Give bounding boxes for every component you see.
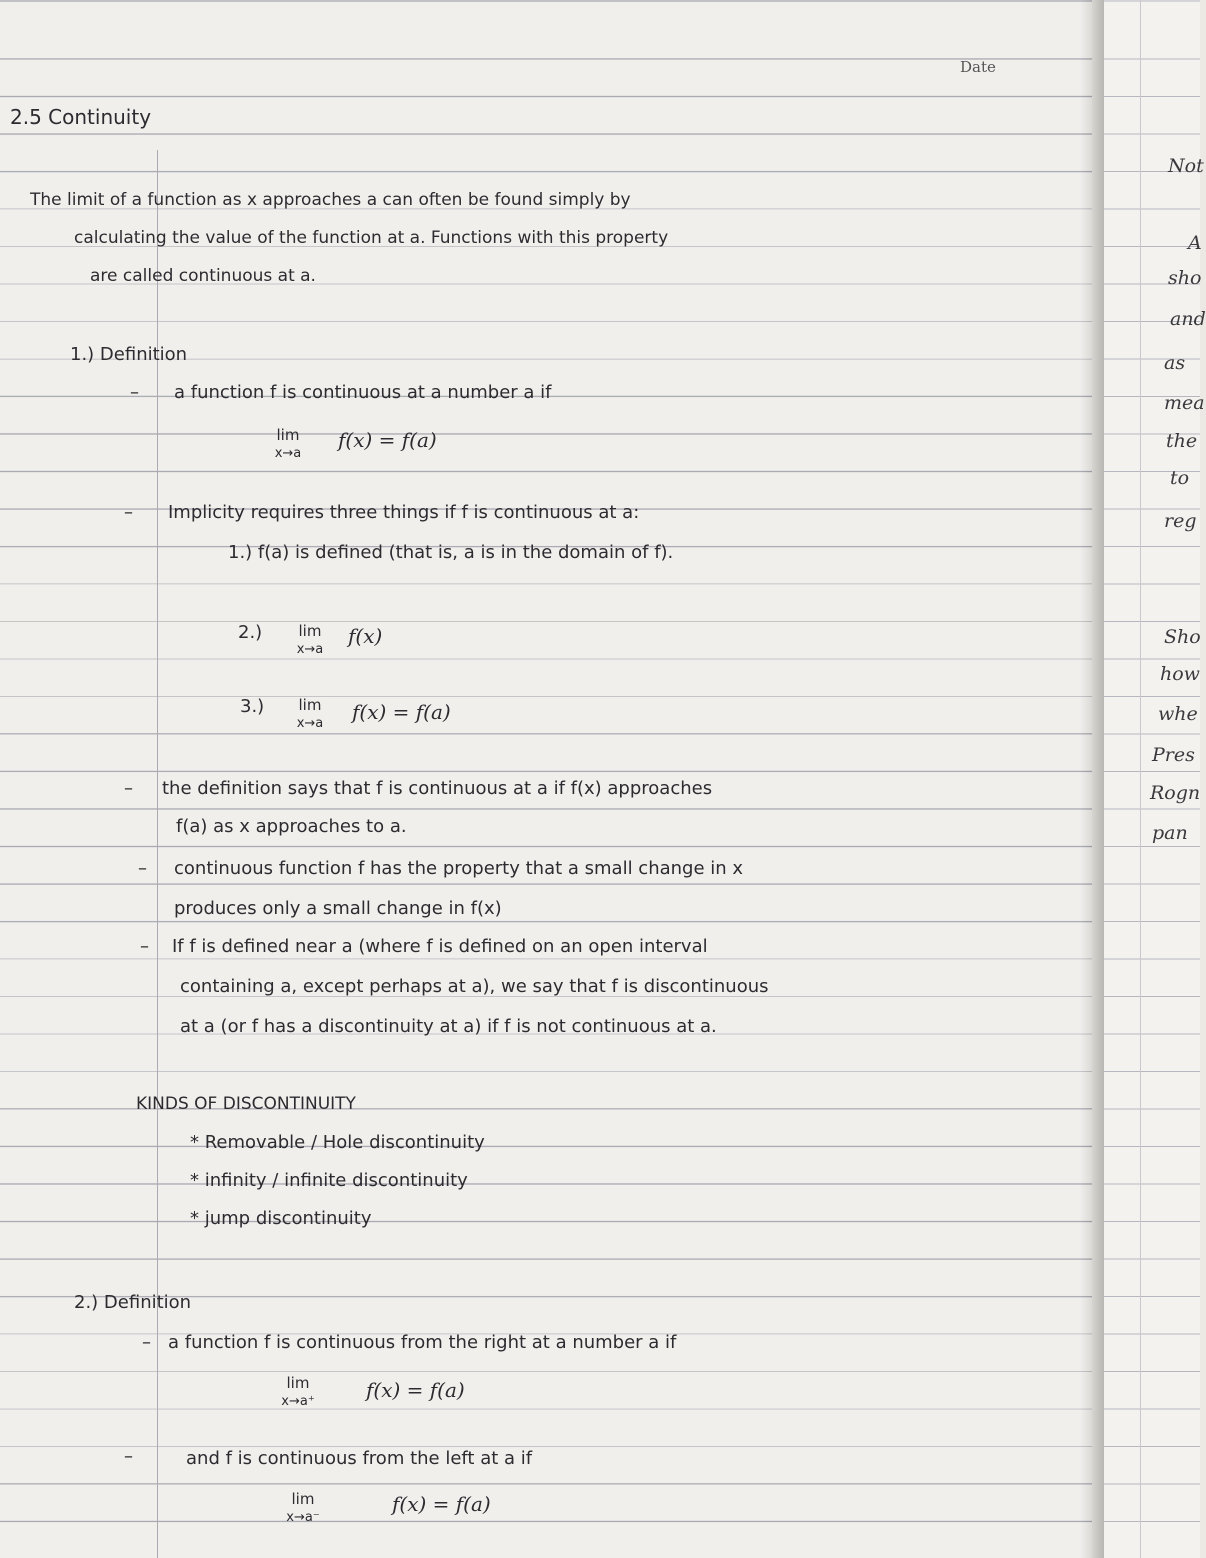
requirements-intro: Implicity requires three things if f is continuous at a: [168,502,640,523]
adjacent-page-fragment: Pres [1152,744,1195,766]
limit-notation [268,1374,328,1409]
limit-expression: f(x) = f(a) [366,1378,465,1402]
limit-word: lim [298,622,322,640]
limit-expression: f(x) = f(a) [392,1492,491,1516]
limit-notation [282,622,338,657]
adjacent-page-fragment: A [1188,232,1202,254]
limit-subscript: x→a [296,642,324,657]
adjacent-page-fragment: sho [1168,267,1202,289]
limit-subscript: x→a [296,716,324,731]
page-title: 2.5 Continuity [10,105,152,129]
section-heading: 2.) Definition [74,1292,192,1313]
discontinuity-definition: at a (or f has a discontinuity at a) if f is not continuous at a. [180,1016,717,1037]
intro-line: The limit of a function as x approaches a can often be found simply by [30,190,631,210]
bullet-dash: – [142,1332,151,1353]
adjacent-page-margin [1140,0,1141,1558]
adjacent-page [1104,0,1206,1558]
limit-subscript: x→a⁺ [281,1394,315,1409]
limit-expression: f(x) = f(a) [352,700,451,724]
intro-line: are called continuous at a. [90,266,316,286]
intro-line: calculating the value of the function at a. Functions with this property [74,228,669,248]
discontinuity-definition: If f is defined near a (where f is defined on an open interval [172,936,708,957]
left-continuity-definition: and f is continuous from the left at a if [186,1448,533,1469]
kind-item: * jump discontinuity [190,1208,372,1229]
limit-notation [268,1490,338,1525]
right-continuity-definition: a function f is continuous from the right at a number a if [168,1332,677,1353]
limit-notation [282,696,338,731]
adjacent-page-fragment: mea [1164,392,1205,414]
bullet-dash: – [140,936,149,957]
date-label: Date [960,58,996,76]
bullet-dash: – [124,778,133,799]
adjacent-page-fragment: and [1170,308,1206,330]
definition-note: the definition says that f is continuous at a if f(x) approaches [162,778,713,799]
limit-word: lim [291,1490,315,1508]
adjacent-page-fragment: whe [1158,703,1198,725]
discontinuity-definition: containing a, except perhaps at a), we say that f is discontinuous [180,976,769,997]
adjacent-page-fragment: how [1160,663,1200,685]
limit-notation [258,426,318,461]
limit-expression: f(x) [348,624,383,648]
adjacent-page-fragment: as [1164,352,1186,374]
bullet-dash: – [124,1446,133,1467]
requirement-number: 3.) [240,696,265,717]
requirement-number: 2.) [238,622,263,643]
adjacent-page-fragment: Not [1168,155,1204,177]
continuity-property: continuous function f has the property that a small change in x [174,858,744,879]
definition-note: f(a) as x approaches to a. [176,816,407,837]
bullet-dash: – [124,502,133,523]
adjacent-page-fragment: reg [1164,510,1197,532]
adjacent-page-fragment: the [1166,430,1198,452]
continuity-property: produces only a small change in f(x) [174,898,502,919]
bullet-dash: – [130,382,139,403]
adjacent-page-fragment: Rogn [1150,782,1201,804]
adjacent-page-fragment: Sho [1164,626,1201,648]
kind-item: * Removable / Hole discontinuity [190,1132,485,1153]
adjacent-page-fragment: pan [1152,822,1188,844]
limit-word: lim [298,696,322,714]
kind-item: * infinity / infinite discontinuity [190,1170,468,1191]
limit-subscript: x→a⁻ [286,1510,320,1525]
limit-word: lim [276,426,300,444]
kinds-heading: KINDS OF DISCONTINUITY [136,1094,356,1114]
limit-subscript: x→a [274,446,302,461]
definition-text: a function f is continuous at a number a if [174,382,552,403]
page-gutter-shadow [1080,0,1104,1558]
limit-expression: f(x) = f(a) [338,428,437,452]
limit-word: lim [286,1374,310,1392]
bullet-dash: – [138,858,147,879]
section-heading: 1.) Definition [70,344,188,365]
requirement-1: 1.) f(a) is defined (that is, a is in the domain of f). [228,542,674,563]
adjacent-page-fragment: to [1170,467,1190,489]
